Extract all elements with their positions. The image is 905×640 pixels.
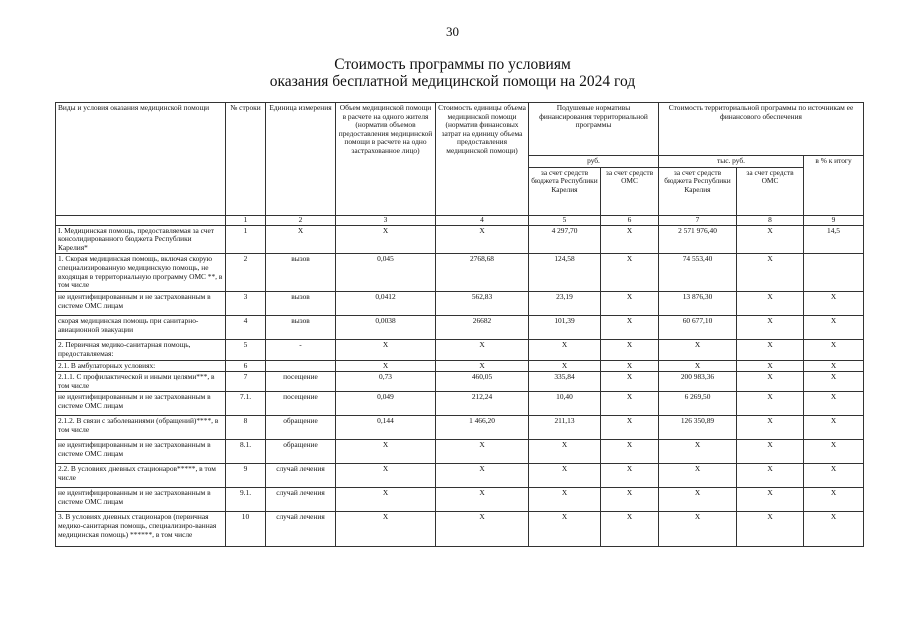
row-percent	[804, 254, 864, 292]
row-unit	[266, 360, 336, 372]
row-volume: 0,045	[336, 254, 436, 292]
row-oms-norm: Х	[601, 372, 659, 392]
row-unit-cost: 460,05	[436, 372, 529, 392]
column-number: 9	[804, 215, 864, 225]
header-unit-cost: Стоимость единицы объема медицинской помощи (норматив финансовых затрат на единицу объема предоставления медицинской помощи)	[436, 103, 529, 216]
row-number: 10	[226, 512, 266, 547]
table-row	[56, 360, 864, 372]
row-unit: посещение	[266, 372, 336, 392]
row-name: 2.1.2. В связи с заболеваниями (обращений)****, в том числе	[56, 416, 226, 440]
row-oms-total: Х	[737, 254, 804, 292]
row-oms-norm: Х	[601, 512, 659, 547]
row-unit-cost: Х	[436, 340, 529, 360]
row-unit-cost: 26682	[436, 316, 529, 340]
row-oms-total: Х	[737, 225, 804, 254]
row-oms-total: Х	[737, 316, 804, 340]
header-volume: Объем медицинской помощи в расчете на одного жителя (норматив объемов предоставления медицинской помощи в расчете на одно застрахованное лицо)	[336, 103, 436, 216]
row-unit: -	[266, 340, 336, 360]
row-budget-norm: Х	[529, 340, 601, 360]
row-name: 2.1. В амбулаторных условиях:	[56, 360, 226, 372]
row-percent: Х	[804, 416, 864, 440]
row-oms-total: Х	[737, 292, 804, 316]
row-number: 8.1.	[226, 440, 266, 464]
row-name: скорая медицинская помощь при санитарно-авиационной эвакуации	[56, 316, 226, 340]
page-title	[0, 56, 905, 90]
header-oms-total: за счет средств ОМС	[737, 167, 804, 215]
row-oms-norm: Х	[601, 254, 659, 292]
header-budget-rk-total: за счет средств бюджета Республики Карелия	[659, 167, 737, 215]
column-number: 1	[226, 215, 266, 225]
row-budget-norm: 10,40	[529, 392, 601, 416]
row-name: не идентифицированным и не застрахованным в системе ОМС лицам	[56, 292, 226, 316]
title-line-2: оказания бесплатной медицинской помощи на 2024 год	[269, 73, 636, 90]
row-percent: Х	[804, 292, 864, 316]
row-oms-norm: Х	[601, 416, 659, 440]
row-budget-norm: 23,19	[529, 292, 601, 316]
row-budget-norm: Х	[529, 360, 601, 372]
row-oms-norm: Х	[601, 225, 659, 254]
row-budget-total: Х	[659, 340, 737, 360]
row-number: 1	[226, 225, 266, 254]
row-budget-total: Х	[659, 360, 737, 372]
row-budget-norm: 335,84	[529, 372, 601, 392]
header-budget-rk: за счет средств бюджета Республики Карелия	[529, 167, 601, 215]
row-percent: Х	[804, 464, 864, 488]
row-volume: 0,049	[336, 392, 436, 416]
table-row	[56, 512, 864, 547]
row-unit: Х	[266, 225, 336, 254]
row-unit: случай лечения	[266, 512, 336, 547]
row-budget-total: 6 269,50	[659, 392, 737, 416]
row-number: 2	[226, 254, 266, 292]
row-volume: Х	[336, 512, 436, 547]
row-volume: Х	[336, 464, 436, 488]
table-row	[56, 440, 864, 464]
row-percent: Х	[804, 360, 864, 372]
header-oms: за счет средств ОМС	[601, 167, 659, 215]
header-unit-rub: руб.	[529, 156, 659, 168]
row-oms-total: Х	[737, 360, 804, 372]
row-budget-norm: Х	[529, 488, 601, 512]
row-oms-norm: Х	[601, 488, 659, 512]
row-oms-total: Х	[737, 488, 804, 512]
table-row	[56, 416, 864, 440]
column-number: 4	[436, 215, 529, 225]
row-number: 5	[226, 340, 266, 360]
row-budget-total: 74 553,40	[659, 254, 737, 292]
row-oms-total: Х	[737, 416, 804, 440]
row-budget-norm: 211,13	[529, 416, 601, 440]
row-unit: вызов	[266, 316, 336, 340]
table-row	[56, 316, 864, 340]
row-budget-norm: Х	[529, 512, 601, 547]
row-oms-norm: Х	[601, 392, 659, 416]
table-row	[56, 464, 864, 488]
column-number: 6	[601, 215, 659, 225]
table-row	[56, 392, 864, 416]
row-number: 9.1.	[226, 488, 266, 512]
header-types: Виды и условия оказания медицинской помощи	[56, 103, 226, 216]
row-volume: Х	[336, 488, 436, 512]
row-volume: Х	[336, 225, 436, 254]
row-unit-cost: Х	[436, 488, 529, 512]
row-number: 7.1.	[226, 392, 266, 416]
row-oms-total: Х	[737, 372, 804, 392]
table-row	[56, 372, 864, 392]
row-oms-total: Х	[737, 440, 804, 464]
column-number: 7	[659, 215, 737, 225]
row-volume: 0,144	[336, 416, 436, 440]
row-unit-cost: 1 466,20	[436, 416, 529, 440]
row-oms-total: Х	[737, 340, 804, 360]
row-unit-cost: 562,83	[436, 292, 529, 316]
row-oms-norm: Х	[601, 440, 659, 464]
header-program-cost: Стоимость территориальной программы по источникам ее финансового обеспечения	[659, 103, 864, 156]
row-budget-total: 126 350,89	[659, 416, 737, 440]
column-number: 5	[529, 215, 601, 225]
column-number: 3	[336, 215, 436, 225]
column-number: 2	[266, 215, 336, 225]
row-budget-total: Х	[659, 488, 737, 512]
row-unit: обращение	[266, 416, 336, 440]
header-percent-total: в % к итогу	[804, 156, 864, 216]
row-percent: Х	[804, 392, 864, 416]
row-unit: вызов	[266, 292, 336, 316]
row-number: 8	[226, 416, 266, 440]
row-budget-norm: 4 297,70	[529, 225, 601, 254]
row-budget-total: 13 876,30	[659, 292, 737, 316]
row-unit-cost: Х	[436, 440, 529, 464]
row-name: I. Медицинская помощь, предоставляемая за счет консолидированного бюджета Республики Карелия*	[56, 225, 226, 254]
page-number: 30	[446, 24, 459, 39]
row-name: 2.1.1. С профилактической и иными целями***, в том числе	[56, 372, 226, 392]
row-budget-total: Х	[659, 440, 737, 464]
title-line-1: Стоимость программы по условиям	[334, 56, 571, 73]
header-unit-thousand-rub: тыс. руб.	[659, 156, 804, 168]
row-budget-total: Х	[659, 464, 737, 488]
table-row	[56, 254, 864, 292]
column-number	[56, 215, 226, 225]
header-unit: Единица измерения	[266, 103, 336, 216]
row-oms-norm: Х	[601, 360, 659, 372]
row-unit-cost: 212,24	[436, 392, 529, 416]
row-volume: 0,73	[336, 372, 436, 392]
row-volume: Х	[336, 340, 436, 360]
row-oms-norm: Х	[601, 340, 659, 360]
row-percent: Х	[804, 440, 864, 464]
row-name: 3. В условиях дневных стационаров (первичная медико-санитарная помощь, специализиро-ванная медицинская помощь) ******, в том числе	[56, 512, 226, 547]
row-percent: Х	[804, 340, 864, 360]
row-name: не идентифицированным и не застрахованным в системе ОМС лицам	[56, 488, 226, 512]
row-unit: обращение	[266, 440, 336, 464]
table-body	[56, 215, 864, 547]
row-oms-total: Х	[737, 512, 804, 547]
row-budget-norm: 101,39	[529, 316, 601, 340]
row-number: 9	[226, 464, 266, 488]
row-oms-norm: Х	[601, 464, 659, 488]
row-unit-cost: Х	[436, 225, 529, 254]
row-budget-norm: Х	[529, 464, 601, 488]
row-unit: вызов	[266, 254, 336, 292]
row-budget-norm: Х	[529, 440, 601, 464]
cost-table	[55, 102, 864, 547]
row-unit-cost: Х	[436, 464, 529, 488]
row-unit: посещение	[266, 392, 336, 416]
row-percent: 14,5	[804, 225, 864, 254]
row-unit: случай лечения	[266, 464, 336, 488]
row-name: 1. Скорая медицинская помощь, включая скорую специализированную медицинскую помощь, не входящая в территориальную программу ОМС **, в том числе	[56, 254, 226, 292]
row-budget-total: 60 677,10	[659, 316, 737, 340]
table-row	[56, 225, 864, 254]
row-unit-cost: Х	[436, 512, 529, 547]
row-oms-total: Х	[737, 392, 804, 416]
row-unit: случай лечения	[266, 488, 336, 512]
row-percent: Х	[804, 372, 864, 392]
table-row	[56, 340, 864, 360]
row-budget-total: 2 571 976,40	[659, 225, 737, 254]
row-volume: Х	[336, 360, 436, 372]
row-oms-norm: Х	[601, 316, 659, 340]
row-budget-total: Х	[659, 512, 737, 547]
column-numbers-row	[56, 215, 864, 225]
row-percent: Х	[804, 488, 864, 512]
column-number: 8	[737, 215, 804, 225]
table-row	[56, 292, 864, 316]
row-name: не идентифицированным и не застрахованным в системе ОМС лицам	[56, 392, 226, 416]
header-per-capita-norms: Подушевые нормативы финансирования территориальной программы	[529, 103, 659, 156]
header-row-number: № строки	[226, 103, 266, 216]
table-row	[56, 488, 864, 512]
row-number: 7	[226, 372, 266, 392]
row-volume: 0,0038	[336, 316, 436, 340]
row-percent: Х	[804, 316, 864, 340]
row-oms-norm: Х	[601, 292, 659, 316]
row-volume: Х	[336, 440, 436, 464]
row-percent: Х	[804, 512, 864, 547]
row-name: 2.2. В условиях дневных стационаров*****, в том числе	[56, 464, 226, 488]
row-oms-total: Х	[737, 464, 804, 488]
row-number: 6	[226, 360, 266, 372]
row-name: не идентифицированным и не застрахованным в системе ОМС лицам	[56, 440, 226, 464]
row-budget-total: 200 983,36	[659, 372, 737, 392]
row-volume: 0,0412	[336, 292, 436, 316]
row-budget-norm: 124,58	[529, 254, 601, 292]
row-unit-cost: Х	[436, 360, 529, 372]
row-number: 3	[226, 292, 266, 316]
row-name: 2. Первичная медико-санитарная помощь, предоставляемая:	[56, 340, 226, 360]
row-number: 4	[226, 316, 266, 340]
row-unit-cost: 2768,68	[436, 254, 529, 292]
